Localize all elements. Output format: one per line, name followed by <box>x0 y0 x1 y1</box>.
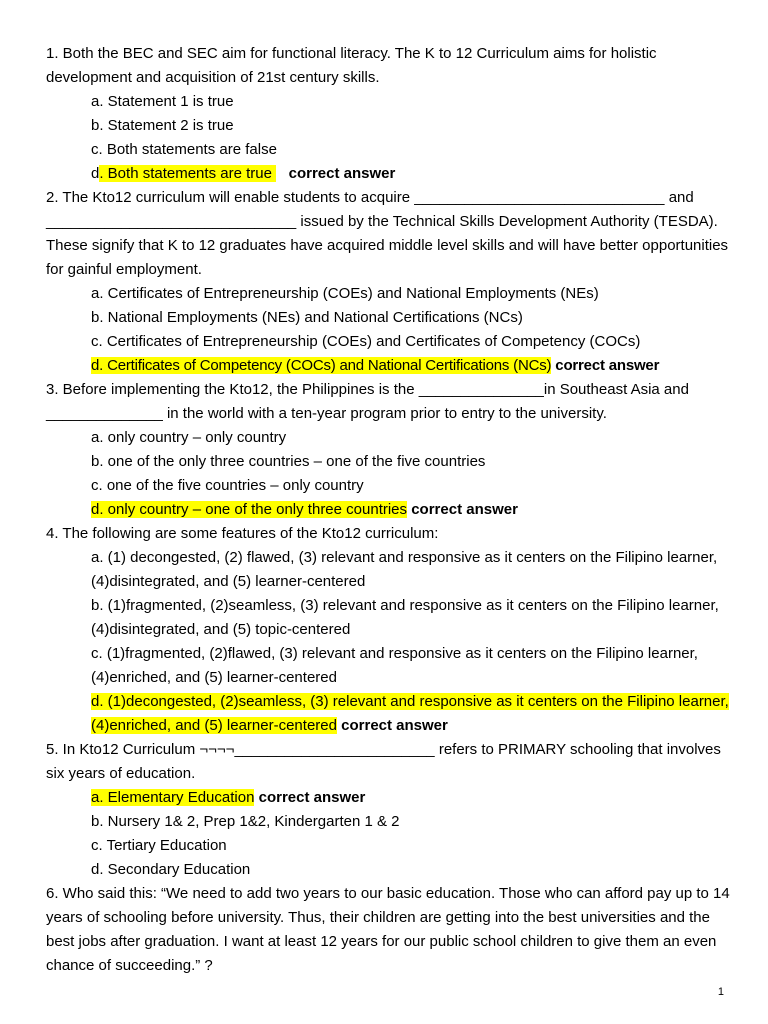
question-1 <box>46 42 736 186</box>
answer-option-d <box>91 498 736 522</box>
answer-option-b <box>91 450 736 474</box>
answer-option-a <box>91 546 736 594</box>
question-text: 4. The following are some features of the Kto12 curriculum: <box>46 525 439 542</box>
page-number: 1 <box>717 986 724 998</box>
answer-option-b <box>91 306 736 330</box>
correct-answer-label: correct answer <box>336 717 448 734</box>
answer-option-b <box>91 114 736 138</box>
highlighted-answer: a. Elementary Education <box>91 789 255 806</box>
answer-option-d <box>91 858 736 882</box>
option-text: d. Secondary Education <box>91 861 251 878</box>
question-6 <box>46 882 736 978</box>
option-text: b. Statement 2 is true <box>91 117 234 134</box>
option-text: b. National Employments (NEs) and National Certifications (NCs) <box>91 309 523 326</box>
answer-option-a <box>91 282 736 306</box>
option-text: c. one of the five countries – only country <box>91 477 364 494</box>
question-text: 5. In Kto12 Curriculum ¬¬¬¬________________________ refers to PRIMARY schooling that involves six years of education. <box>46 741 721 782</box>
option-text: a. (1) decongested, (2) flawed, (3) relevant and responsive as it centers on the Filipino learner, (4)disintegrated, and (5) learner-centered <box>91 549 718 590</box>
answer-option-c <box>91 834 736 858</box>
option-text: b. Nursery 1& 2, Prep 1&2, Kindergarten 1 & 2 <box>91 813 400 830</box>
option-text: b. one of the only three countries – one of the five countries <box>91 453 486 470</box>
answer-option-a <box>91 786 736 810</box>
answer-option-a <box>91 426 736 450</box>
answer-option-a <box>91 90 736 114</box>
option-text: b. (1)fragmented, (2)seamless, (3) relevant and responsive as it centers on the Filipino learner, (4)disintegrated, and (5) topic-centered <box>91 597 719 638</box>
question-text: 6. Who said this: “We need to add two years to our basic education. Those who can afford pay up to 14 years of schooling before university. Thus, their children are getting into the best universities and the best jobs after graduation. I want at least 12 years for our public school children to give them an even chance of succeeding.” ? <box>46 885 730 974</box>
option-text: c. Tertiary Education <box>91 837 227 854</box>
answer-option-d <box>91 354 736 378</box>
correct-answer-label: correct answer <box>551 357 660 374</box>
highlighted-answer: d. Certificates of Competency (COCs) and National Certifications (NCs) <box>91 357 552 374</box>
option-text: c. (1)fragmented, (2)flawed, (3) relevant and responsive as it centers on the Filipino learner, (4)enriched, and (5) learner-centered <box>91 645 698 686</box>
answer-option-d <box>91 690 736 738</box>
answer-option-c <box>91 138 736 162</box>
question-2 <box>46 186 736 378</box>
question-text: 3. Before implementing the Kto12, the Philippines is the _______________in Southeast Asia and ______________ in the world with a ten-year program prior to entry to the university. <box>46 381 689 422</box>
document-page <box>46 42 736 978</box>
option-text: d <box>91 165 100 182</box>
answer-option-c <box>91 330 736 354</box>
question-text: 1. Both the BEC and SEC aim for functional literacy. The K to 12 Curriculum aims for holistic development and acquisition of 21st century skills. <box>46 45 657 86</box>
question-4 <box>46 522 736 738</box>
answer-option-b <box>91 594 736 642</box>
option-text: a. Certificates of Entrepreneurship (COEs) and National Employments (NEs) <box>91 285 599 302</box>
answer-option-c <box>91 474 736 498</box>
highlighted-answer: . Both statements are true <box>99 165 277 182</box>
option-text: a. only country – only country <box>91 429 287 446</box>
correct-answer-label: correct answer <box>407 501 518 518</box>
highlighted-answer: d. only country – one of the only three countries <box>91 501 408 518</box>
correct-answer-label: correct answer <box>254 789 366 806</box>
correct-answer-label: correct answer <box>276 165 396 182</box>
answer-option-c <box>91 642 736 690</box>
answer-option-d <box>91 162 736 186</box>
question-text: 2. The Kto12 curriculum will enable students to acquire ______________________________ and ______________________________ issued by the Technical Skills Development Authority (TESDA). These signify that K to 12 graduates have acquired middle level skills and will have better opportunities for gainful employment. <box>46 189 729 278</box>
option-text: a. Statement 1 is true <box>91 93 234 110</box>
question-3 <box>46 378 736 522</box>
question-5 <box>46 738 736 882</box>
option-text: c. Certificates of Entrepreneurship (COEs) and Certificates of Competency (COCs) <box>91 333 641 350</box>
answer-option-b <box>91 810 736 834</box>
highlighted-answer: d. (1)decongested, (2)seamless, (3) relevant and responsive as it centers on the Filipino learner, (4)enriched, and (5) learner-centered <box>91 693 729 734</box>
option-text: c. Both statements are false <box>91 141 277 158</box>
